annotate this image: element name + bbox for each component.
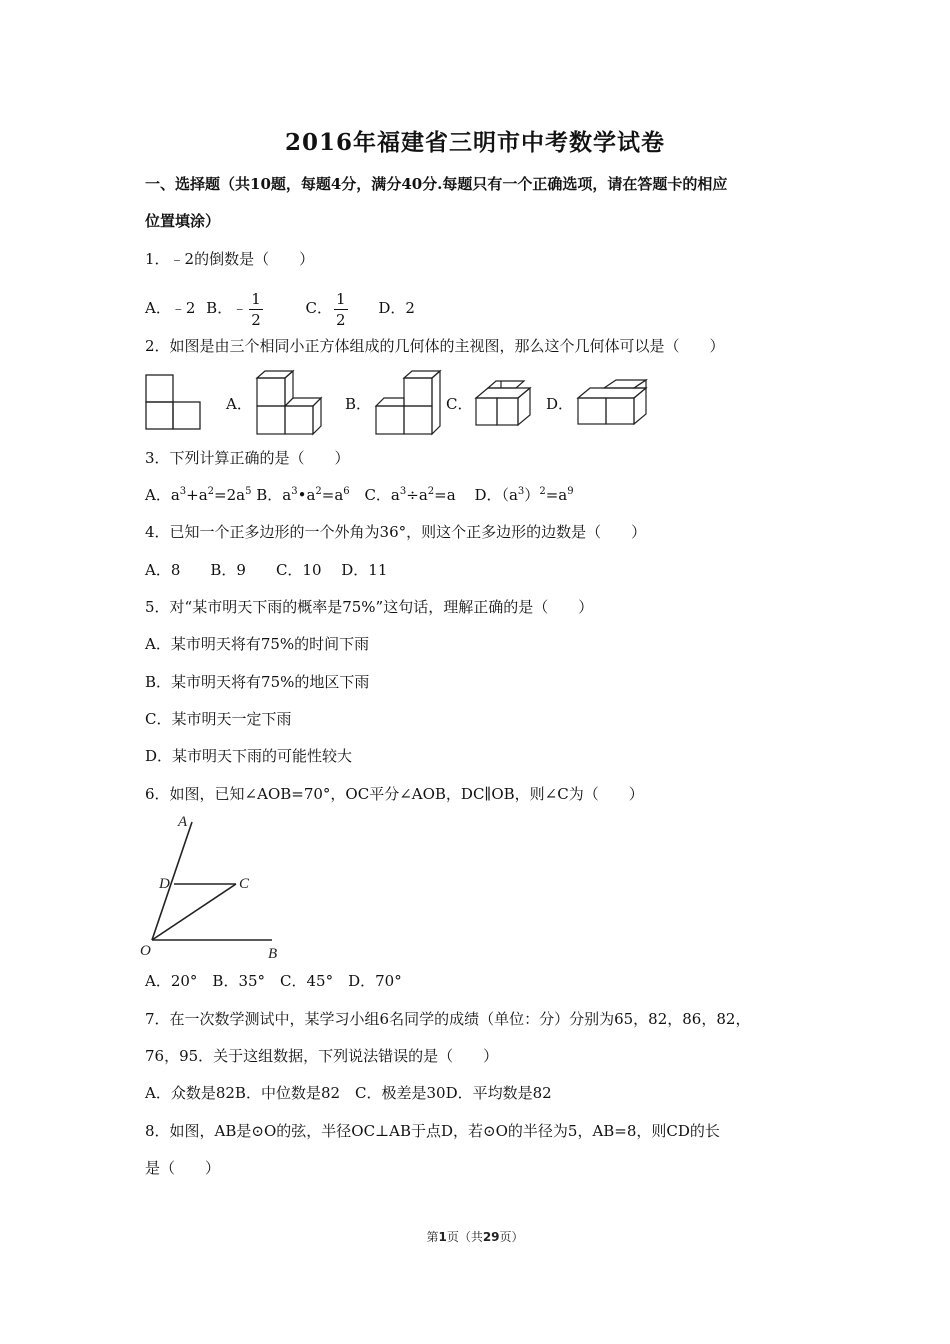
- fraction-denominator: 2: [251, 310, 261, 329]
- q8-stem-line2: 是（ ）: [145, 1159, 221, 1177]
- q2-option-b-label: B．: [345, 395, 372, 413]
- q2-option-c-label: C．: [446, 395, 473, 413]
- section-heading-line1: 一、选择题（共10题，每题4分，满分40分.每题只有一个正确选项，请在答题卡的相应: [145, 175, 728, 193]
- label-b: B: [268, 946, 278, 962]
- q2-stem: 2．如图是由三个相同小正方体组成的几何体的主视图，那么这个几何体可以是（ ）: [145, 337, 725, 355]
- q7-options: A．众数是82B．中位数是82 C．极差是30D．平均数是82: [145, 1084, 552, 1102]
- q1-option-b-fraction: [249, 289, 263, 330]
- label-d: D: [159, 876, 170, 892]
- q1-stem: 1．﹣2的倒数是（ ）: [145, 250, 315, 268]
- fraction-numerator: 1: [251, 289, 261, 308]
- ray-oa: [152, 822, 192, 940]
- section-heading-line2: 位置填涂）: [145, 212, 221, 230]
- q4-stem: 4．已知一个正多边形的一个外角为36°，则这个正多边形的边数是（ ）: [145, 523, 647, 541]
- q2-option-b-figure: [374, 368, 444, 438]
- q7-stem-line1: 7．在一次数学测试中，某学习小组6名同学的成绩（单位：分）分别为65，82，86，82，: [145, 1010, 751, 1028]
- q3-option-a: A．$a^3+a^2=2a^5$: [145, 486, 252, 504]
- q5-stem: 5．对“某市明天下雨的概率是75%”这句话，理解正确的是（ ）: [145, 598, 594, 616]
- fraction-denominator: 2: [336, 310, 346, 329]
- label-c: C: [239, 876, 250, 892]
- q2-option-a-figure: [255, 368, 325, 438]
- page-title: 2016年福建省三明市中考数学试卷: [284, 129, 665, 156]
- page-footer: 第1页（共29页）: [426, 1230, 524, 1244]
- q1-options: [145, 288, 415, 330]
- q5-option-b: B．某市明天将有75%的地区下雨: [145, 673, 370, 691]
- q1-option-a: A．﹣2: [145, 299, 196, 317]
- q2-option-d-label: D．: [546, 395, 574, 413]
- q2-option-d-figure: [576, 378, 656, 428]
- q2-front-view-figure: [145, 374, 205, 434]
- q3-stem: 3．下列计算正确的是（ ）: [145, 449, 350, 467]
- q5-option-d: D．某市明天下雨的可能性较大: [145, 747, 353, 765]
- q1-option-c-fraction: [334, 289, 348, 330]
- q3-option-b: B．$a^3•a^2=a^6$: [256, 486, 350, 504]
- q3-options: [145, 485, 574, 505]
- q2-option-c-figure: [474, 378, 544, 428]
- q7-stem-line2: 76，95．关于这组数据，下列说法错误的是（ ）: [145, 1047, 499, 1065]
- label-o: O: [140, 943, 151, 959]
- segment-oc: [152, 884, 236, 940]
- label-a: A: [178, 814, 188, 830]
- q6-stem: 6．如图，已知∠AOB=70°，OC平分∠AOB，DC∥OB，则∠C为（ ）: [145, 785, 644, 803]
- q6-angle-figure: [140, 812, 290, 964]
- q1-option-c-prefix: C．: [305, 299, 333, 317]
- q8-stem-line1: 8．如图，AB是⊙O的弦，半径OC⊥AB于点D，若⊙O的半径为5，AB=8，则CD的长: [145, 1122, 720, 1140]
- q5-option-c: C．某市明天一定下雨: [145, 710, 292, 728]
- q3-option-c: C．$a^3\div a^2=a$: [364, 486, 456, 504]
- q3-option-d: D．$(a^3)^2=a^9$: [474, 486, 574, 504]
- fraction-numerator: 1: [336, 289, 346, 308]
- q6-options: A．20° B．35° C．45° D．70°: [145, 972, 402, 990]
- q5-option-a: A．某市明天将有75%的时间下雨: [145, 635, 370, 653]
- q1-option-b-prefix: B．﹣: [206, 299, 248, 317]
- q2-option-a-label: A．: [226, 395, 252, 413]
- total-pages: 29: [482, 1230, 500, 1244]
- q1-option-d: D．2: [378, 299, 415, 317]
- q4-options: A．8 B．9 C．10 D．11: [145, 561, 388, 579]
- current-page-number: 1: [438, 1230, 447, 1244]
